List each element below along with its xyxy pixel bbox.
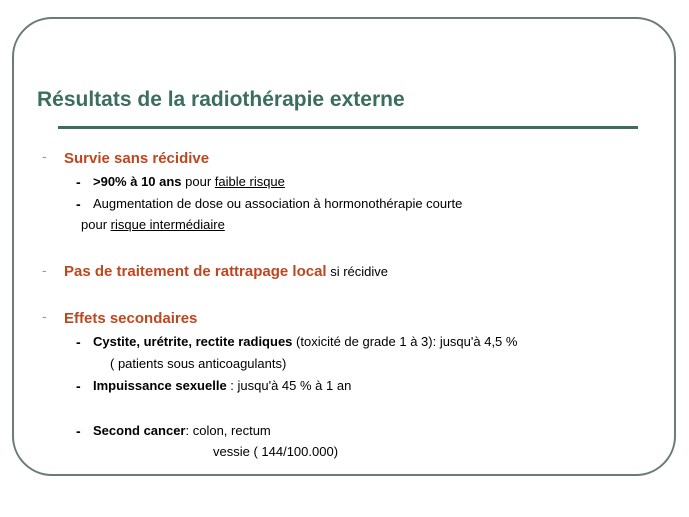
effets-item-3-line-2: vessie ( 144/100.000) bbox=[213, 444, 339, 459]
effets-item-2-bold: Impuissance sexuelle bbox=[93, 378, 227, 393]
section-heading-effets: Effets secondaires bbox=[64, 310, 198, 327]
sub-bullet-dash-icon: - bbox=[76, 334, 81, 350]
bullet-dash-icon: - bbox=[42, 148, 47, 164]
sub-bullet-dash-icon: - bbox=[76, 174, 81, 190]
survie-item-1 bbox=[93, 173, 285, 191]
survie-item-1-text: pour bbox=[181, 174, 215, 189]
section-rattrapage bbox=[64, 262, 388, 281]
effets-item-1-text: (toxicité de grade 1 à 3): jusqu'à 4,5 % bbox=[292, 334, 518, 349]
section-heading-rattrapage: Pas de traitement de rattrapage local bbox=[64, 263, 327, 280]
effets-item-3-text: : colon, rectum bbox=[185, 423, 271, 438]
survie-item-1-bold: >90% à 10 ans bbox=[93, 174, 182, 189]
effets-item-3 bbox=[93, 422, 271, 440]
slide-frame bbox=[12, 17, 676, 476]
sub-bullet-dash-icon: - bbox=[76, 196, 81, 212]
survie-item-2-underline: risque intermédiaire bbox=[110, 217, 225, 232]
survie-item-2-line-2 bbox=[81, 216, 225, 234]
section-heading-survie: Survie sans récidive bbox=[64, 150, 210, 167]
survie-item-2-prefix: pour bbox=[81, 217, 111, 232]
sub-bullet-dash-icon: - bbox=[76, 378, 81, 394]
slide-title: Résultats de la radiothérapie externe bbox=[37, 88, 405, 111]
effets-item-1-line-2: ( patients sous anticoagulants) bbox=[110, 356, 287, 371]
effets-item-2-text: : jusqu'à 45 % à 1 an bbox=[226, 378, 352, 393]
rattrapage-suffix: si récidive bbox=[326, 264, 389, 279]
effets-item-3-bold: Second cancer bbox=[93, 423, 186, 438]
effets-item-1 bbox=[93, 333, 517, 351]
bullet-dash-icon: - bbox=[42, 262, 47, 278]
title-underline-rule bbox=[58, 126, 638, 129]
effets-item-1-bold: Cystite, urétrite, rectite radiques bbox=[93, 334, 293, 349]
bullet-dash-icon: - bbox=[42, 308, 47, 324]
survie-item-2-line-1: Augmentation de dose ou association à hormonothérapie courte bbox=[93, 196, 463, 211]
effets-item-2 bbox=[93, 377, 351, 395]
survie-item-1-underline: faible risque bbox=[214, 174, 285, 189]
sub-bullet-dash-icon: - bbox=[76, 423, 81, 439]
